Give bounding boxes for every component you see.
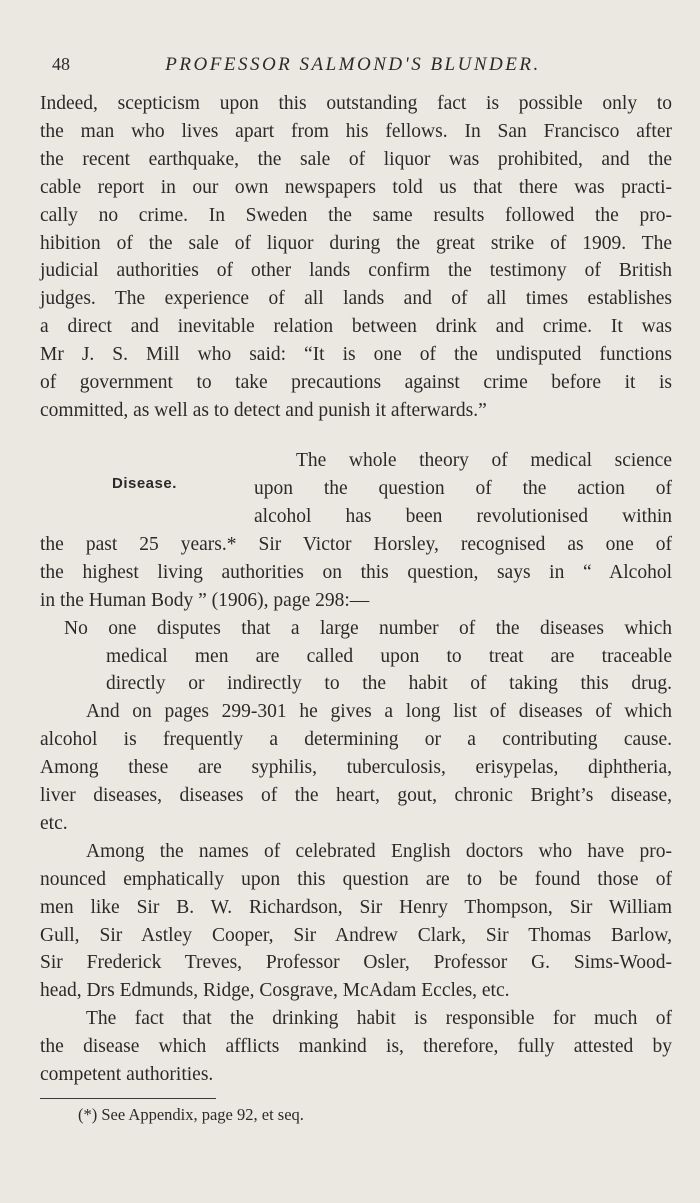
text-line: Mr J. S. Mill who said: “It is one of the undisputed functions [40, 344, 672, 366]
page-number: 48 [52, 54, 70, 74]
paragraph-doctors [40, 838, 672, 1005]
paragraph-crime [40, 90, 672, 425]
text-line: No one disputes that a large number of the diseases which [64, 617, 672, 639]
text-line: nounced emphatically upon this question are to be found those of [40, 868, 672, 890]
text-line: head, Drs Edmunds, Ridge, Cosgrave, McAdam Eccles, etc. [40, 980, 510, 1002]
text-line: hibition of the sale of liquor during the great strike of 1909. The [40, 232, 672, 254]
disease-column-text [254, 447, 672, 531]
text-line: the recent earthquake, the sale of liquor was prohibited, and the [40, 148, 672, 170]
footnote-rule [40, 1098, 216, 1099]
text-line: judges. The experience of all lands and of all times establishes [40, 288, 672, 310]
text-line: alcohol has been revolutionised within [254, 505, 672, 527]
text-line: upon the question of the action of [254, 477, 672, 499]
footnote: (*) See Appendix, page 92, et seq. [78, 1105, 304, 1124]
page-header [38, 52, 668, 80]
paragraph-diseases-list [40, 698, 672, 838]
text-line: a direct and inevitable relation between drink and crime. It was [40, 316, 672, 338]
text-line: the disease which afflicts mankind is, therefore, fully attested by [40, 1036, 672, 1058]
text-line: Among these are syphilis, tuberculosis, erisypelas, diphtheria, [40, 757, 672, 779]
text-line: the highest living authorities on this question, says in “ Alcohol [40, 561, 672, 583]
text-line: And on pages 299-301 he gives a long list of diseases of which [86, 701, 672, 723]
paragraph-conclusion [40, 1005, 672, 1089]
text-line: committed, as well as to detect and punish it afterwards.” [40, 399, 487, 421]
text-line: judicial authorities of other lands confirm the testimony of British [40, 260, 672, 282]
text-line: directly or indirectly to the habit of taking this drug. [106, 673, 672, 695]
text-line: the past 25 years.* Sir Victor Horsley, recognised as one of [40, 533, 672, 555]
text-line: competent authorities. [40, 1064, 214, 1086]
text-line: cable report in our own newspapers told us that there was practi- [40, 176, 672, 198]
paragraph-disease [40, 531, 672, 615]
page-body [40, 90, 672, 1089]
text-line: cally no crime. In Sweden the same results followed the pro- [40, 204, 672, 226]
text-line: medical men are called upon to treat are traceable [106, 645, 672, 667]
text-line: in the Human Body ” (1906), page 298:— [40, 589, 370, 611]
text-line: of government to take precautions against crime before it is [40, 372, 672, 394]
block-quote [40, 615, 672, 699]
text-line: The fact that the drinking habit is responsible for much of [86, 1008, 672, 1030]
text-line: Gull, Sir Astley Cooper, Sir Andrew Clark, Sir Thomas Barlow, [40, 924, 672, 946]
text-line: The whole theory of medical science [296, 449, 672, 471]
text-line: alcohol is frequently a determining or a contributing cause. [40, 729, 672, 751]
text-line: men like Sir B. W. Richardson, Sir Henry Thompson, Sir William [40, 896, 672, 918]
text-line: liver diseases, diseases of the heart, gout, chronic Bright’s disease, [40, 785, 672, 807]
running-title: PROFESSOR SALMOND'S BLUNDER. [165, 54, 541, 75]
text-line: etc. [40, 812, 68, 834]
text-line: Sir Frederick Treves, Professor Osler, Professor G. Sims-Wood- [40, 952, 672, 974]
text-line: Indeed, scepticism upon this outstanding fact is possible only to [40, 93, 672, 114]
text-line: Among the names of celebrated English doctors who have pro- [86, 840, 672, 862]
side-label-disease: Disease. [112, 474, 177, 492]
text-line: the man who lives apart from his fellows. In San Francisco after [40, 120, 672, 142]
disease-section-head [40, 447, 672, 531]
